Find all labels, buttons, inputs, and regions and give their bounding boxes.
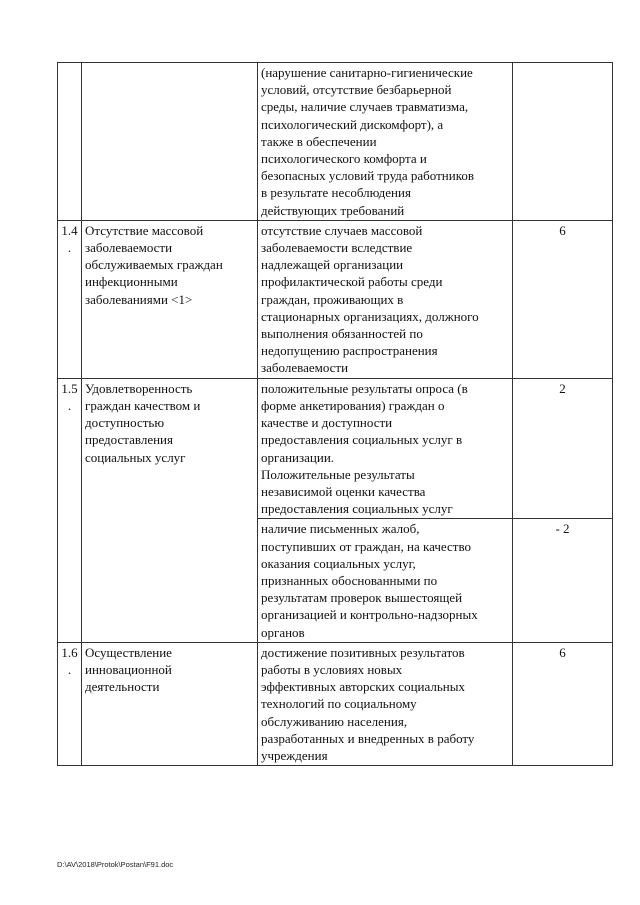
criterion-description: достижение позитивных результатов работы в условиях новых эффективных авторских социальных технологий по социальному обслуживанию населения, разработанных и внедренных в работу учреждения xyxy=(258,642,513,765)
row-number-dot: . xyxy=(67,398,72,414)
row-number-cell xyxy=(58,220,82,378)
row-number-dot: . xyxy=(67,662,72,678)
criterion-name xyxy=(82,63,258,221)
table-row xyxy=(58,378,613,519)
table-row xyxy=(58,220,613,378)
row-number-cell xyxy=(58,63,82,221)
criterion-description: (нарушение санитарно-гигиенические условий, отсутствие безбарьерной среды, наличие случаев травматизма, психологический дискомфорт), а также в обеспечении психологического комфорта и безопасных условий труда работников в результате несоблюдения действующих требований xyxy=(258,63,513,221)
criterion-score: 6 xyxy=(513,642,613,765)
row-number-cell xyxy=(58,378,82,642)
criteria-table xyxy=(57,62,613,766)
row-number: 1.4 xyxy=(61,222,78,238)
table-row xyxy=(58,63,613,221)
criterion-score: 6 xyxy=(513,220,613,378)
criterion-name: Осуществление инновационной деятельности xyxy=(82,642,258,765)
criterion-score: - 2 xyxy=(513,519,613,642)
row-number-cell xyxy=(58,642,82,765)
criterion-name: Отсутствие массовой заболеваемости обслуживаемых граждан инфекционными заболеваниями <1> xyxy=(82,220,258,378)
row-number: 1.5 xyxy=(61,380,78,396)
criterion-description: наличие письменных жалоб, поступивших от граждан, на качество оказания социальных услуг, признанных обоснованными по результатам проверок вышестоящей организацией и контрольно-надзорных органов xyxy=(258,519,513,642)
document-file-path: D:\AV\2018\Protok\Postan\F91.doc xyxy=(57,860,174,869)
criterion-description: положительные результаты опроса (в форме анкетирования) граждан о качестве и доступности предоставления социальных услуг в организации. Положительные результаты независимой оценки качества предоставления социальных услуг xyxy=(258,378,513,519)
row-number: 1.6 xyxy=(61,644,78,660)
criterion-description: отсутствие случаев массовой заболеваемости вследствие надлежащей организации профилактической работы среди граждан, проживающих в стационарных организациях, должного выполнения обязанностей по недопущению распространения заболеваемости xyxy=(258,220,513,378)
criterion-score xyxy=(513,63,613,221)
table-row xyxy=(58,642,613,765)
row-number-dot: . xyxy=(67,240,72,256)
criterion-name: Удовлетворенность граждан качеством и доступностью предоставления социальных услуг xyxy=(82,378,258,642)
criterion-score: 2 xyxy=(513,378,613,519)
